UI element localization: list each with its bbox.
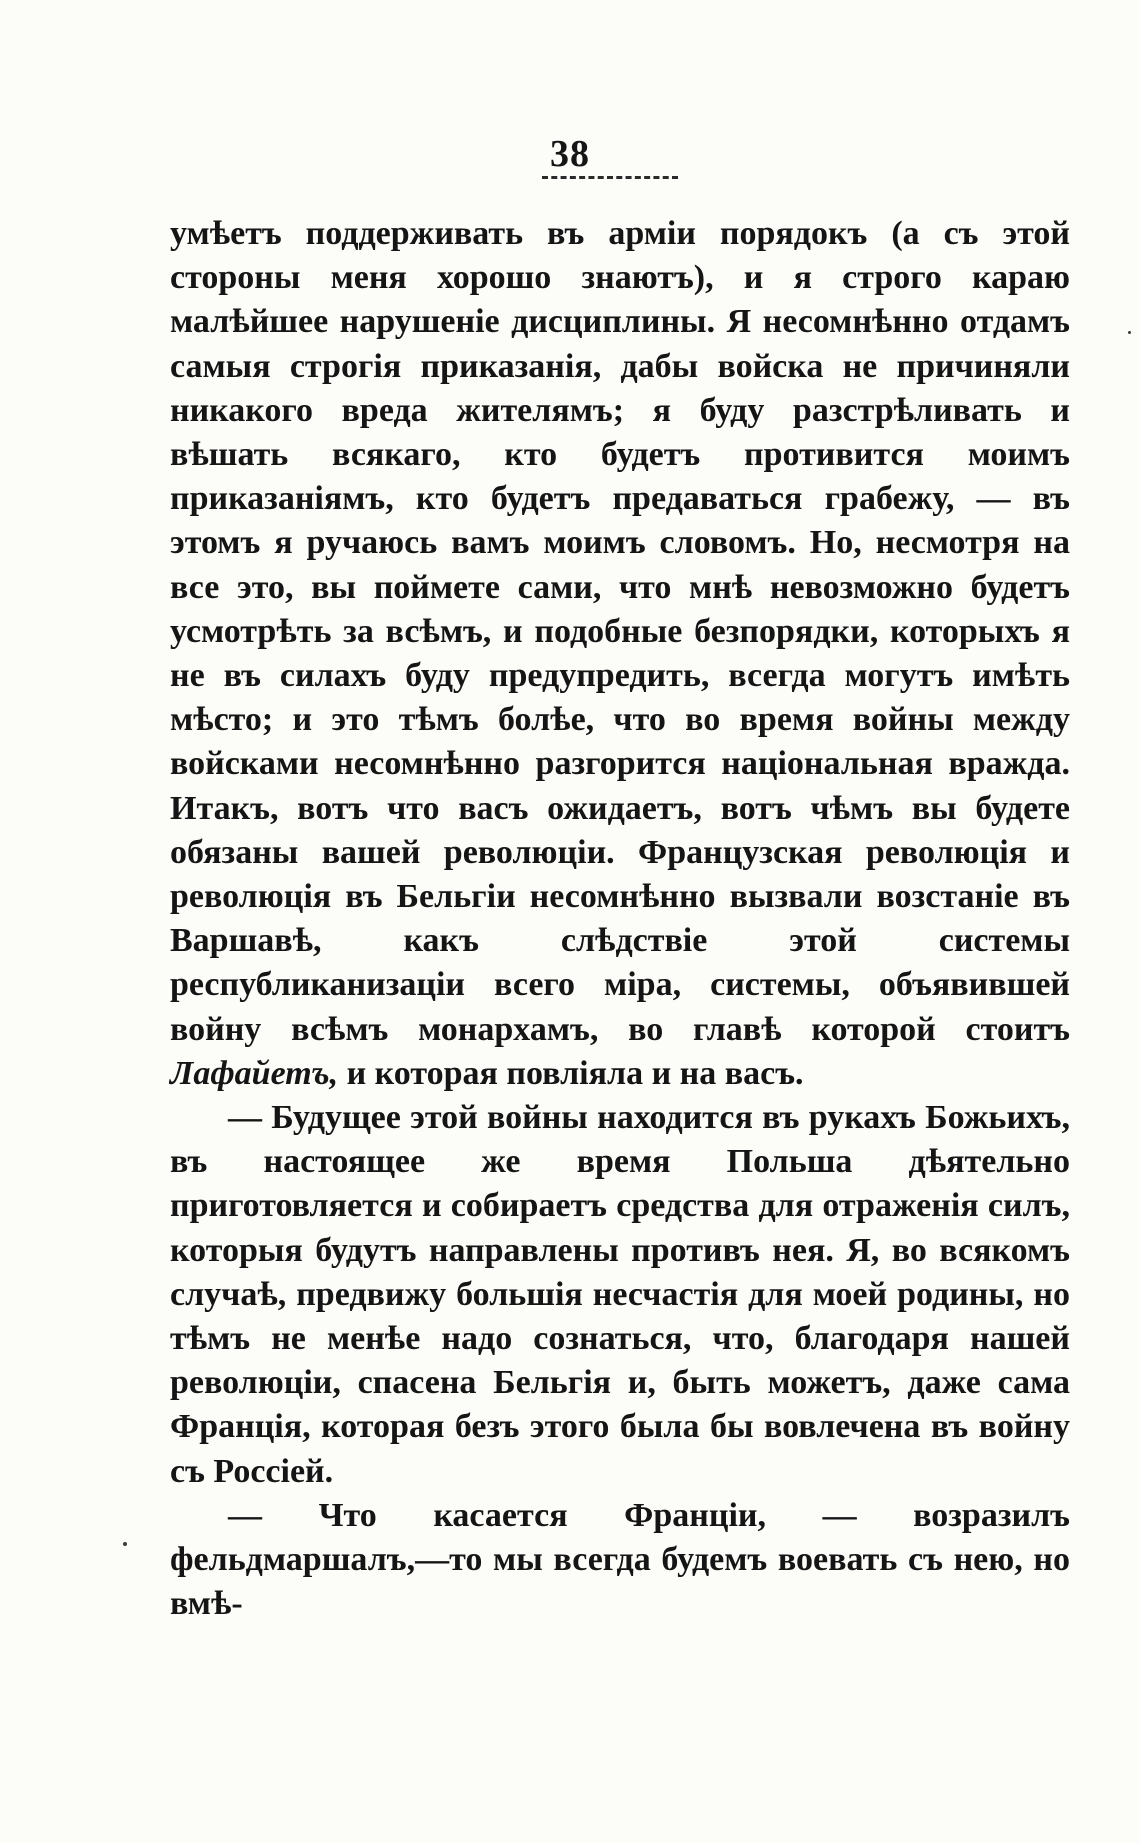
scan-speck (123, 1542, 127, 1546)
body-text (170, 212, 1070, 1627)
paragraph-1-name-lafayette: Лафайетъ, (170, 1054, 339, 1092)
paragraph-3 (170, 1494, 1070, 1627)
scan-speck (1128, 331, 1131, 334)
paragraph-2-text: — Будущее этой войны находится въ рукахъ Божьихъ, въ настоящее же время Польша дѣятельно приготовляется и собираетъ средства для отраженія силъ, которыя будутъ направлены противъ нея. Я, во всякомъ случаѣ, предвижу большія несчастія для моей родины, но тѣмъ не менѣе надо сознаться, что, благодаря нашей революціи, спасена Бельгія и, быть можетъ, даже сама Франція, которая безъ этого была бы вовлечена въ войну съ Россіей. (170, 1099, 1070, 1490)
paragraph-1-text-a: умѣетъ поддерживать въ арміи порядокъ (а съ этой стороны меня хорошо знаютъ), и я строго караю малѣйшее нарушеніе дисциплины. Я несомнѣнно отдамъ самыя строгія приказанія, дабы войска не причиняли никакого вреда жителямъ; я буду разстрѣливать и вѣшать всякаго, кто будетъ противится моимъ приказаніямъ, кто будетъ предаваться грабежу, — въ этомъ я ручаюсь вамъ моимъ словомъ. Но, несмотря на все это, вы поймете сами, что мнѣ невозможно будетъ усмотрѣть за всѣмъ, и подобные безпорядки, которыхъ я не въ силахъ буду предупредить, всегда могутъ имѣть мѣсто; и это тѣмъ болѣе, что во время войны между войсками несомнѣнно разгорится національная вражда. Итакъ, вотъ что васъ ожидаетъ, вотъ чѣмъ вы будете обязаны вашей революціи. Французская революція и революція въ Бельгіи несомнѣнно вызвали возстаніе въ Варшавѣ, какъ слѣдствіе этой системы республиканизаціи всего міра, системы, объявившей войну всѣмъ монархамъ, во главѣ которой стоитъ (170, 215, 1070, 1048)
page-number: 38 (550, 133, 590, 175)
paragraph-2 (170, 1096, 1070, 1494)
header-rule (542, 176, 678, 179)
paragraph-1 (170, 212, 1070, 1096)
paragraph-3-text: — Что касается Франціи, — возразилъ фельдмаршалъ,—то мы всегда будемъ воевать съ нею, но вмѣ- (170, 1496, 1070, 1623)
paragraph-1-text-b: и которая повліяла и на васъ. (338, 1054, 804, 1092)
